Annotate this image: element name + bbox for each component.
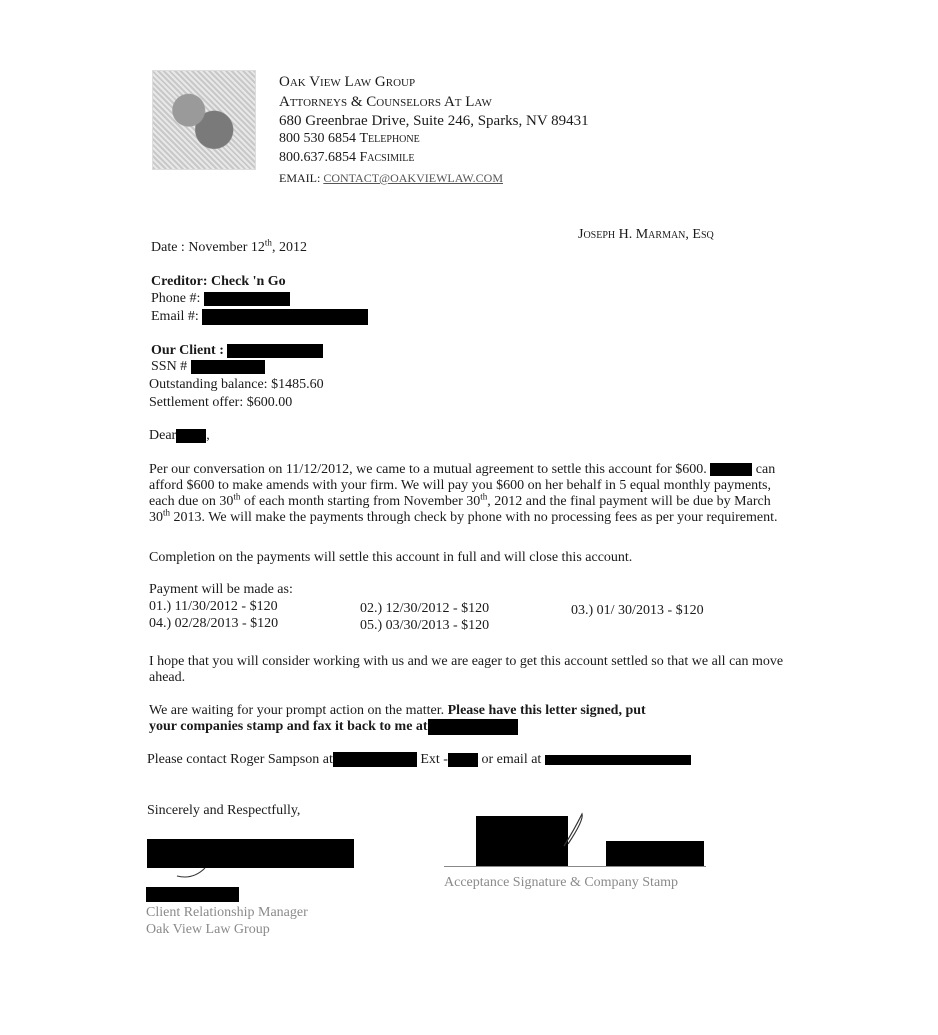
firm-name: Oak View Law Group <box>279 74 416 90</box>
closing-request-a: Please have this letter signed, put <box>447 703 646 718</box>
body-p1-a: Per our conversation on 11/12/2012, we came to a mutual agreement to settle this account for $600. <box>149 462 707 477</box>
email-link[interactable]: CONTACT@OAKVIEWLAW.COM <box>323 171 503 185</box>
payment-item: 04.) 02/28/2013 - $120 <box>149 616 279 631</box>
body-p1-c: of each month starting from November 30 <box>240 494 481 509</box>
body-paragraph-2: Completion on the payments will settle this account in full and will close this account. <box>149 550 633 565</box>
superscript-th: th <box>480 491 488 502</box>
redaction-block <box>176 429 206 443</box>
body-p1-b: can afford $600 to make amends with your firm. We will pay you $600 on her behalf in 5 equal monthly payments, each due on 30 <box>149 462 776 509</box>
contact-a: Please contact Roger Sampson at <box>147 752 333 767</box>
closing-waiting: We are waiting for your prompt action on the matter. <box>149 703 445 718</box>
fax-number: 800.637.6854 <box>279 150 356 165</box>
signer-company: Oak View Law Group <box>146 922 270 937</box>
payment-item: 01.) 11/30/2012 - $120 <box>149 599 278 614</box>
fax-label: Facsimile <box>359 150 415 165</box>
redaction-block <box>204 292 290 306</box>
redaction-block <box>146 887 239 902</box>
superscript-th: th <box>233 491 241 502</box>
date-prefix: Date : November 12 <box>151 240 265 255</box>
redaction-block <box>606 841 704 867</box>
telephone-label: Telephone <box>359 131 420 146</box>
contact-line <box>147 752 691 768</box>
firm-address: 680 Greenbrae Drive, Suite 246, Sparks, NV 89431 <box>279 113 589 129</box>
creditor-phone <box>151 291 290 307</box>
contact-c: or email at <box>481 752 542 767</box>
payment-item: 02.) 12/30/2012 - $120 <box>360 601 490 616</box>
redaction-block <box>710 463 752 476</box>
redaction-block <box>202 309 368 325</box>
email-line <box>279 170 503 186</box>
redaction-block <box>545 755 691 765</box>
closing-request-b: your companies stamp and fax it back to me at <box>149 719 428 735</box>
creditor-label: Creditor: Check 'n Go <box>151 274 286 289</box>
redaction-block <box>333 752 417 767</box>
outstanding-balance: Outstanding balance: $1485.60 <box>149 377 324 392</box>
body-p1-e: 2013. We will make the payments through check by phone with no processing fees as per your requirement. <box>170 510 778 525</box>
signature-flourish-icon <box>560 810 590 850</box>
body-p1-d: , 2012 and the final payment will be due by March 30 <box>149 494 771 525</box>
acceptance-label: Acceptance Signature & Company Stamp <box>444 875 679 890</box>
closing-request-line-1 <box>149 703 646 719</box>
signer-title: Client Relationship Manager <box>146 905 308 920</box>
creditor-email-label: Email #: <box>151 309 199 325</box>
contact-b: Ext - <box>420 752 448 767</box>
payments-title: Payment will be made as: <box>149 582 293 597</box>
creditor-email <box>151 309 368 325</box>
date-year: , 2012 <box>271 240 307 255</box>
body-paragraph-1 <box>149 462 789 526</box>
salutation-text: Dear <box>149 428 177 443</box>
ssn-line <box>151 359 265 375</box>
fax-line <box>279 150 415 166</box>
client-label: Our Client : <box>151 343 224 358</box>
telephone-line <box>279 131 420 147</box>
signoff: Sincerely and Respectfully, <box>147 803 301 818</box>
superscript-th: th <box>163 507 171 518</box>
redaction-block <box>476 816 568 867</box>
redaction-block <box>227 344 323 358</box>
date-suffix: th <box>264 237 272 248</box>
closing-hope: I hope that you will consider working with us and we are eager to get this account settled so that we all can move ahead. <box>149 654 784 685</box>
settlement-offer: Settlement offer: $600.00 <box>149 395 293 410</box>
creditor-phone-label: Phone #: <box>151 291 201 306</box>
signature-line <box>444 866 706 867</box>
redaction-block <box>448 753 478 767</box>
salutation: Dear , <box>149 428 210 443</box>
letter-date <box>151 237 307 256</box>
email-label: EMAIL: <box>279 171 321 185</box>
telephone-number: 800 530 6854 <box>279 131 356 146</box>
payment-item: 05.) 03/30/2013 - $120 <box>360 618 490 633</box>
redaction-block <box>191 360 265 374</box>
attorney-name: Joseph H. Marman, Esq <box>578 227 714 242</box>
firm-logo-image <box>152 70 256 170</box>
payment-item: 03.) 01/ 30/2013 - $120 <box>571 603 704 618</box>
signature-stroke-icon <box>175 862 215 882</box>
ssn-label: SSN # <box>151 359 188 374</box>
closing-request-line-2 <box>149 719 518 735</box>
redaction-block <box>428 719 518 735</box>
client-line <box>151 343 323 359</box>
firm-tagline: Attorneys & Counselors At Law <box>279 94 492 110</box>
